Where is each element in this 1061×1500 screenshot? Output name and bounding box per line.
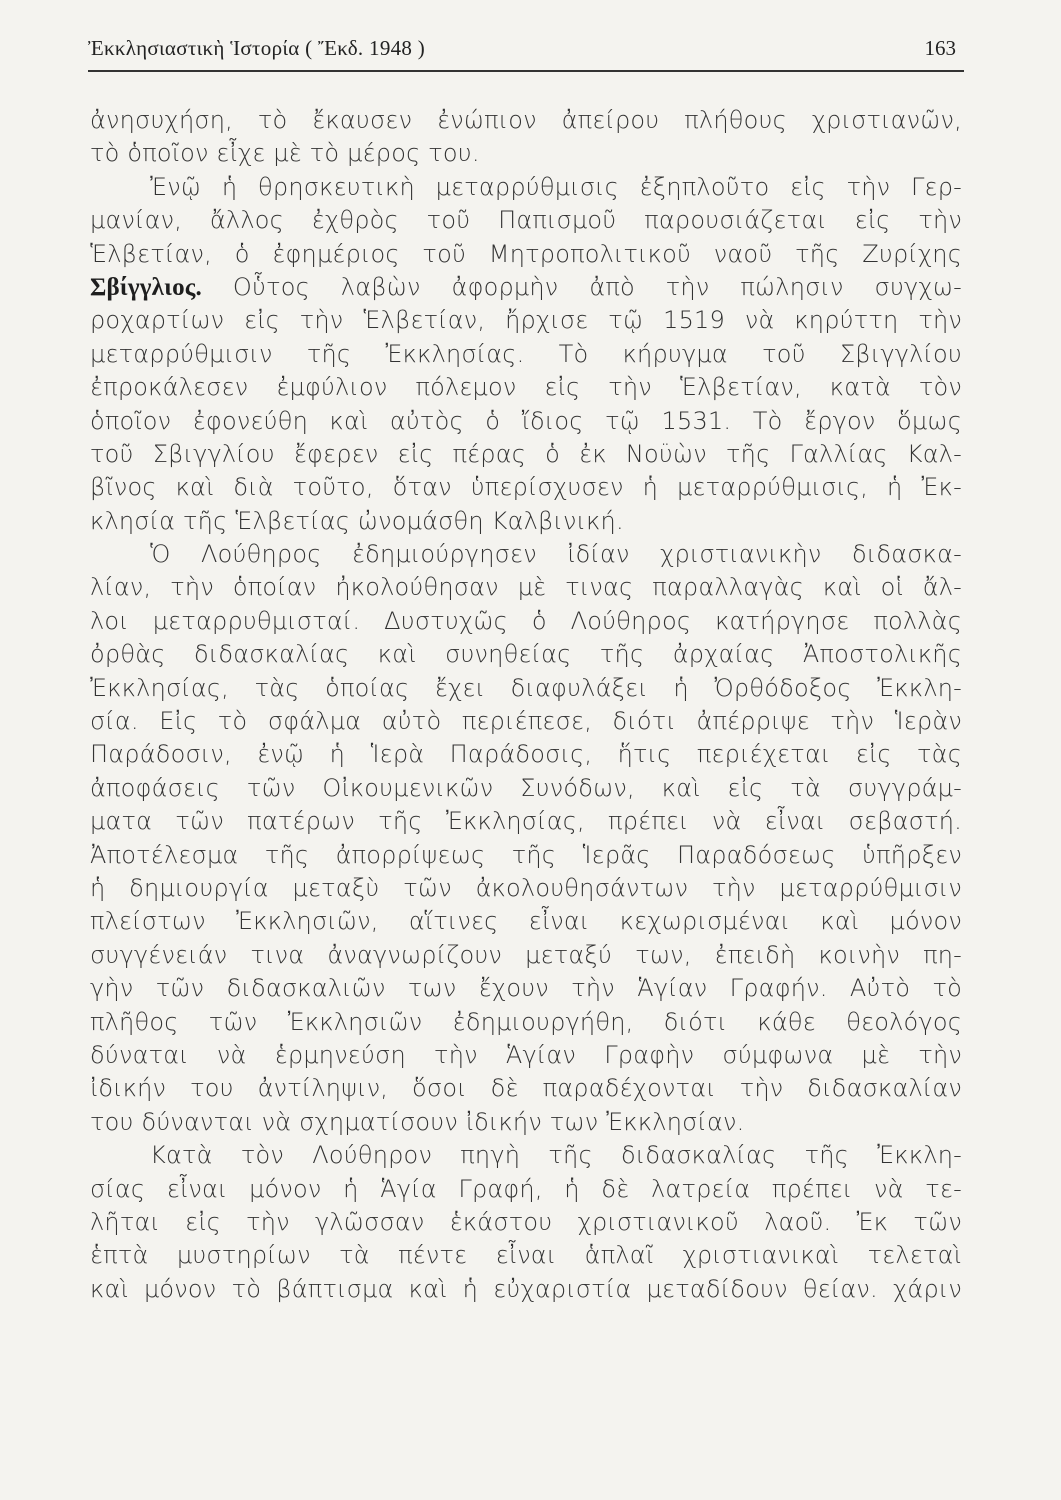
text-line: δύναται νὰ ἑρμηνεύση τὴν Ἁγίαν Γραφὴν σύμφωνα μὲ τὴν (90, 1040, 962, 1069)
text-line: μεταρρύθμισιν τῆς Ἐκκλησίας. Τὸ κήρυγμα τοῦ Σβιγγλίου (90, 339, 962, 368)
header-rule (88, 70, 964, 72)
text-line: σίας εἶναι μόνον ἡ Ἁγία Γραφή, ἡ δὲ λατρεία πρέπει νὰ τε- (90, 1174, 962, 1203)
text-line: λίαν, τὴν ὁποίαν ἠκολούθησαν μὲ τινας παραλλαγὰς καὶ οἱ ἄλ- (90, 573, 962, 602)
running-head (88, 34, 964, 64)
text-line: μανίαν, ἄλλος ἐχθρὸς τοῦ Παπισμοῦ παρουσιάζεται εἰς τὴν (90, 206, 962, 235)
page-number: 163 (924, 36, 956, 60)
body-text (90, 104, 962, 1306)
bold-name: Σβίγγλιος. (90, 273, 202, 301)
text-line: ἀποφάσεις τῶν Οἰκουμενικῶν Συνόδων, καὶ εἰς τὰ συγγράμ- (90, 773, 962, 802)
text-line: λῆται εἰς τὴν γλῶσσαν ἑκάστου χριστιανικοῦ λαοῦ. Ἐκ τῶν (90, 1207, 962, 1236)
text-line: Ἀποτέλεσμα τῆς ἀπορρίψεως τῆς Ἱερᾶς Παραδόσεως ὑπῆρξεν (90, 840, 962, 869)
text-line: πλῆθος τῶν Ἐκκλησιῶν ἐδημιουργήθη, διότι κάθε θεολόγος (90, 1007, 962, 1036)
text-line: σία. Εἰς τὸ σφάλμα αὐτὸ περιέπεσε, διότι ἀπέρριψε τὴν Ἱερὰν (90, 707, 962, 736)
text-line: ἀνησυχήση, τὸ ἔκαυσεν ἐνώπιον ἀπείρου πλήθους χριστιανῶν, (90, 106, 962, 134)
text-line: Ἐνῷ ἡ θρησκευτικὴ μεταρρύθμισις ἐξηπλοῦτο εἰς τὴν Γερ- (150, 172, 962, 201)
text-line: λοι μεταρρυθμισταί. Δυστυχῶς ὁ Λούθηρος κατήργησε πολλὰς (90, 606, 962, 635)
line-text: Οὗτος λαβὼν ἀφορμὴν ἀπὸ τὴν πώλησιν συγχω- (202, 272, 962, 301)
text-line: ἑπτὰ μυστηρίων τὰ πέντε εἶναι ἁπλαῖ χριστιανικαὶ τελεταὶ (90, 1241, 962, 1270)
text-line: Παράδοσιν, ἐνῷ ἡ Ἱερὰ Παράδοσις, ἥτις περιέχεται εἰς τὰς (90, 740, 962, 769)
text-line: ροχαρτίων εἰς τὴν Ἑλβετίαν, ἤρχισε τῷ 1519 νὰ κηρύττη τὴν (90, 306, 962, 335)
text-line: κλησία τῆς Ἑλβετίας ὠνομάσθη Καλβινική. (90, 506, 624, 535)
text-line: πλείστων Ἐκκλησιῶν, αἵτινες εἶναι κεχωρισμέναι καὶ μόνον (90, 907, 962, 936)
text-line: ματα τῶν πατέρων τῆς Ἐκκλησίας, πρέπει νὰ εἶναι σεβαστή. (90, 807, 962, 836)
text-line: ὁποῖον ἐφονεύθη καὶ αὐτὸς ὁ ἴδιος τῷ 1531. Τὸ ἔργον ὅμως (90, 406, 962, 435)
text-line: τοῦ Σβιγγλίου ἔφερεν εἰς πέρας ὁ ἐκ Νοϋὼν τῆς Γαλλίας Καλ- (90, 439, 962, 468)
text-line: Κατὰ τὸν Λούθηρον πηγὴ τῆς διδασκαλίας τῆς Ἐκκλη- (150, 1141, 962, 1170)
text-line: Ὁ Λούθηρος ἐδημιούργησεν ἰδίαν χριστιανικὴν διδασκα- (150, 540, 962, 569)
text-line: του δύνανται νὰ σχηματίσουν ἰδικήν των Ἐκκλησίαν. (90, 1107, 745, 1136)
text-line: Ἑλβετίαν, ὁ ἐφημέριος τοῦ Μητροπολιτικοῦ ναοῦ τῆς Ζυρίχης (90, 239, 962, 268)
running-head-title: Ἐκκλησιαστικὴ Ἱστορία ( Ἔκδ. 1948 ) (88, 36, 426, 60)
text-line: Ἐκκλησίας, τὰς ὁποίας ἔχει διαφυλάξει ἡ Ὀρθόδοξος Ἐκκλη- (90, 673, 962, 702)
text-line: γὴν τῶν διδασκαλιῶν των ἔχουν τὴν Ἁγίαν Γραφήν. Αὐτὸ τὸ (90, 974, 962, 1003)
text-line: βῖνος καὶ διὰ τοῦτο, ὅταν ὑπερίσχυσεν ἡ μεταρρύθμισις, ἡ Ἐκ- (90, 473, 962, 502)
text-line: ὀρθὰς διδασκαλίας καὶ συνηθείας τῆς ἀρχαίας Ἀποστολικῆς (90, 640, 962, 669)
text-line: τὸ ὁποῖον εἶχε μὲ τὸ μέρος του. (90, 139, 480, 168)
text-line (90, 271, 962, 304)
text-line: ἡ δημιουργία μεταξὺ τῶν ἀκολουθησάντων τὴν μεταρρύθμισιν (90, 873, 962, 902)
text-line: ἰδικήν του ἀντίληψιν, ὅσοι δὲ παραδέχονται τὴν διδασκαλίαν (90, 1074, 962, 1103)
text-line: συγγένειάν τινα ἀναγνωρίζουν μεταξύ των, ἐπειδὴ κοινὴν πη- (90, 940, 962, 969)
text-line: καὶ μόνον τὸ βάπτισμα καὶ ἡ εὐχαριστία μεταδίδουν θείαν. χάριν (90, 1274, 962, 1303)
text-line: ἐπροκάλεσεν ἐμφύλιον πόλεμον εἰς τὴν Ἑλβετίαν, κατὰ τὸν (90, 373, 962, 402)
